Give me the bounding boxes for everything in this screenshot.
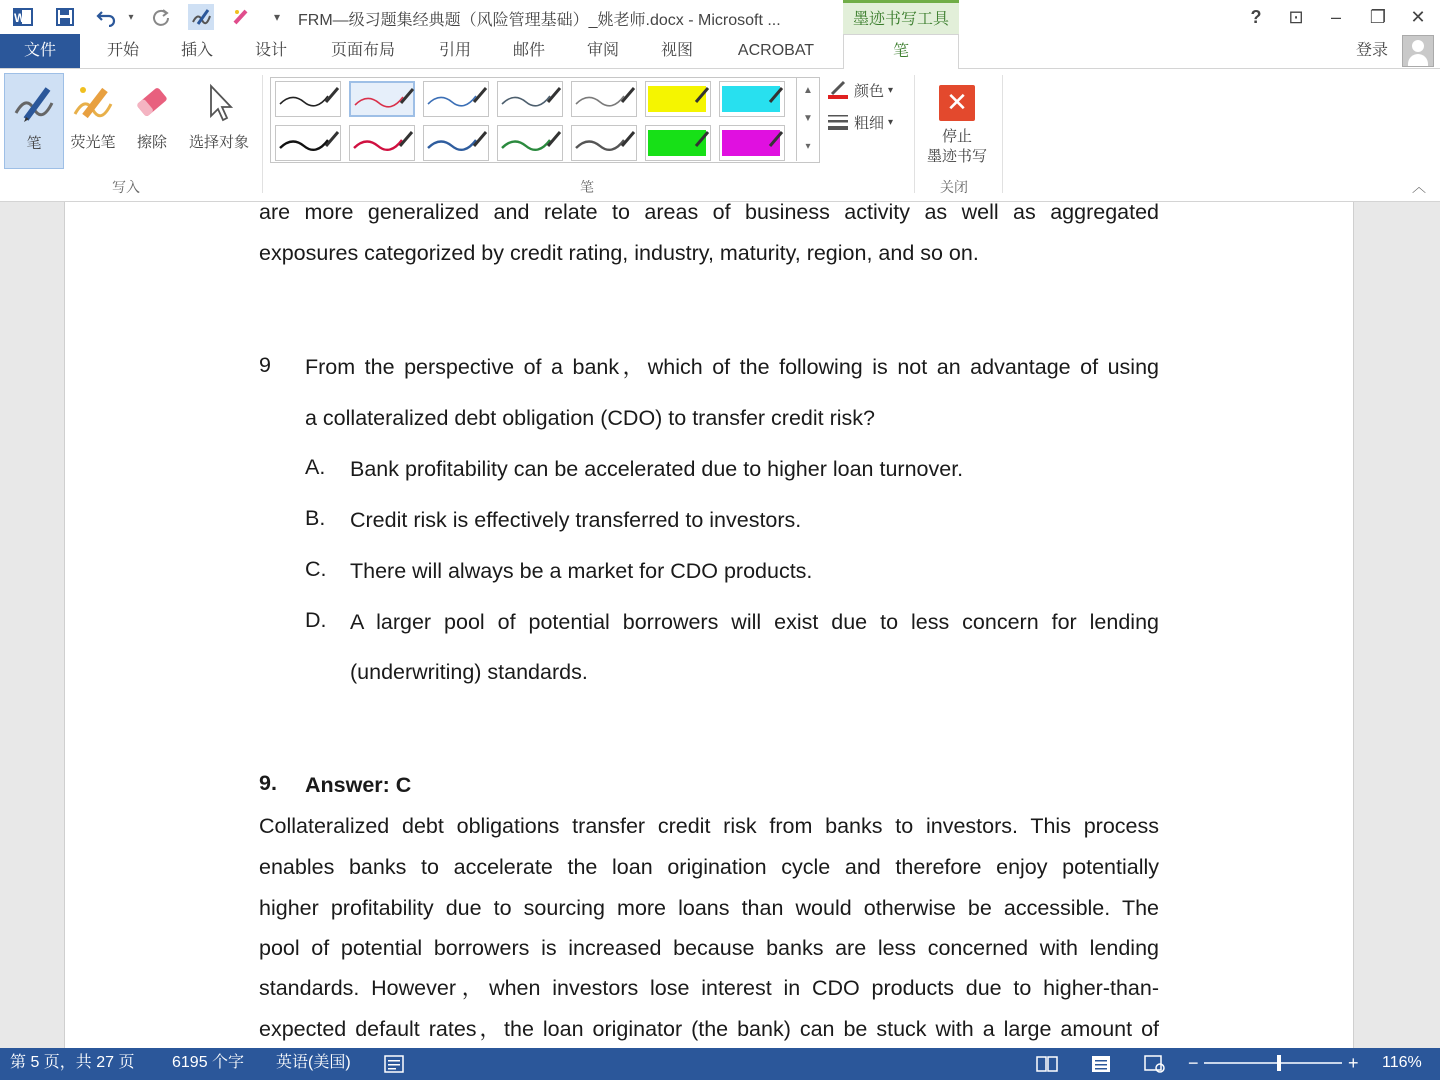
tab-view[interactable]: 视图 [660, 42, 693, 59]
tab-pen[interactable]: 笔 [843, 34, 959, 69]
tab-review[interactable]: 审阅 [586, 42, 619, 59]
pen-thickness-label: 粗细 [854, 114, 885, 132]
ribbon-tabs [0, 34, 1440, 69]
close-group-label: 关闭 [940, 179, 968, 195]
ink-pen-quick-icon[interactable] [188, 4, 214, 30]
minimize-button[interactable]: – [1330, 7, 1341, 27]
redo-icon[interactable] [148, 4, 174, 30]
pen-stroke-swatch-icon [350, 126, 414, 160]
eraser-icon [126, 73, 178, 131]
answer-line: pool of potential borrowers is increased because banks are less concerned with lending [259, 936, 1159, 960]
answer-line: standards. However，when investors lose interest in CDO products due to higher-than- [259, 976, 1159, 1000]
stop-inking-label: 停止 墨迹书写 [926, 128, 987, 165]
pen-stroke-swatch-icon [424, 126, 488, 160]
document-page[interactable] [64, 202, 1354, 1048]
option-letter: B. [305, 506, 326, 530]
stop-inking-icon: ✕ [939, 85, 975, 121]
select-objects-label: 选择对象 [188, 134, 249, 151]
title-bar [0, 0, 1440, 34]
pen-stroke-swatch-icon [276, 82, 340, 116]
pen-style-swatch[interactable] [349, 125, 415, 161]
pen-stroke-swatch-icon [572, 126, 636, 160]
pen-thickness-button[interactable] [826, 109, 893, 135]
highlighter-icon [64, 73, 122, 131]
status-bar [0, 1048, 1440, 1080]
pen-style-swatch[interactable] [275, 125, 341, 161]
highlighter-button[interactable] [64, 73, 122, 169]
answer-line: enables banks to accelerate the loan origination cycle and therefore enjoy potentially [259, 855, 1159, 879]
select-objects-button[interactable] [182, 73, 256, 169]
tab-design[interactable]: 设计 [254, 42, 287, 59]
option-letter: A. [305, 455, 326, 479]
pen-style-swatch[interactable] [719, 81, 785, 117]
document-title: FRM—级习题集经典题（风险管理基础）_姚老师.docx - Microsoft ... [298, 12, 781, 29]
pens-group-label: 笔 [580, 179, 594, 195]
undo-dropdown-icon[interactable]: ▾ [128, 11, 134, 23]
pen-style-gallery[interactable] [270, 77, 820, 163]
option-text: There will always be a market for CDO products. [350, 559, 813, 583]
answer-line: higher profitability due to sourcing more loans than would otherwise be accessible. The [259, 896, 1159, 920]
pen-style-swatch[interactable] [719, 125, 785, 161]
paragraph-line: are more generalized and relate to areas of business activity as well as aggregated [259, 202, 1159, 224]
gallery-scrollbar[interactable] [796, 77, 819, 161]
document-canvas[interactable] [0, 202, 1440, 1048]
zoom-out-button[interactable]: − [1188, 1053, 1199, 1073]
highlighter-swatch-icon [720, 126, 784, 160]
tab-page-layout[interactable]: 页面布局 [330, 42, 395, 59]
tab-mailings[interactable]: 邮件 [512, 42, 545, 59]
paragraph-line: exposures categorized by credit rating, industry, maturity, region, and so on. [259, 241, 979, 265]
pen-style-swatch[interactable] [423, 81, 489, 117]
question-text: a collateralized debt obligation (CDO) to transfer credit risk? [305, 406, 876, 430]
group-divider [1002, 75, 1003, 193]
highlighter-quick-icon[interactable] [228, 4, 254, 30]
option-text: Bank profitability can be accelerated due to higher loan turnover. [350, 457, 964, 481]
pen-stroke-swatch-icon [424, 82, 488, 116]
pen-style-swatch[interactable] [571, 125, 637, 161]
question-number: 9 [259, 353, 271, 377]
highlighter-swatch-icon [720, 82, 784, 116]
gallery-down-icon[interactable]: ▼ [803, 113, 813, 124]
zoom-in-button[interactable]: + [1348, 1053, 1359, 1073]
word-count[interactable]: 6195 个字 [172, 1054, 245, 1071]
zoom-level[interactable]: 116% [1382, 1054, 1422, 1071]
pen-stroke-swatch-icon [276, 126, 340, 160]
pen-color-button[interactable] [826, 77, 893, 103]
pen-stroke-swatch-icon [498, 82, 562, 116]
write-group-label: 写入 [112, 179, 140, 195]
ink-tools-context-label: 墨迹书写工具 [843, 0, 959, 34]
avatar[interactable] [1402, 35, 1434, 67]
pen-stroke-swatch-icon [351, 83, 415, 117]
pen-style-swatch[interactable] [645, 125, 711, 161]
group-divider [914, 75, 915, 193]
pen-style-swatch[interactable] [423, 125, 489, 161]
highlighter-swatch-icon [646, 126, 710, 160]
cursor-arrow-icon [182, 73, 256, 131]
answer-heading: Answer: C [305, 773, 412, 797]
ribbon-pen [0, 69, 1440, 202]
customize-qat-icon[interactable]: ▾ [273, 10, 281, 24]
highlighter-label: 荧光笔 [70, 134, 116, 151]
pen-style-swatch[interactable] [571, 81, 637, 117]
pen-color-label: 颜色 [854, 82, 885, 100]
help-button[interactable]: ? [1250, 7, 1262, 27]
tab-home[interactable]: 开始 [106, 42, 139, 59]
pen-style-swatch[interactable] [497, 81, 563, 117]
highlighter-swatch-icon [646, 82, 710, 116]
close-button[interactable]: ✕ [1410, 7, 1426, 27]
gallery-up-icon[interactable]: ▲ [803, 85, 813, 96]
tab-file[interactable]: 文件 [0, 34, 80, 68]
pen-style-swatch[interactable] [349, 81, 415, 117]
dropdown-arrow-icon: ▾ [888, 84, 894, 96]
tab-insert[interactable]: 插入 [180, 42, 213, 59]
pen-style-swatch[interactable] [645, 81, 711, 117]
answer-number: 9. [259, 771, 277, 795]
option-text: (underwriting) standards. [350, 660, 588, 684]
zoom-slider-thumb[interactable] [1277, 1055, 1281, 1071]
option-letter: C. [305, 557, 327, 581]
option-text: A larger pool of potential borrowers will exist due to less concern for lending [350, 610, 1159, 634]
eraser-button[interactable] [126, 73, 178, 169]
svg-text:W: W [14, 11, 26, 25]
page-count[interactable]: 第 5 页，共 27 页 [10, 1054, 135, 1071]
dropdown-arrow-icon: ▾ [888, 116, 894, 128]
pen-label: 笔 [26, 135, 42, 152]
tab-references[interactable]: 引用 [438, 42, 471, 59]
option-letter: D. [305, 608, 327, 632]
gallery-more-icon[interactable]: ▾ [805, 141, 811, 152]
pen-style-swatch[interactable] [275, 81, 341, 117]
pen-stroke-swatch-icon [572, 82, 636, 116]
undo-icon[interactable] [94, 4, 120, 30]
restore-button[interactable]: ❐ [1369, 7, 1387, 27]
question-text: From the perspective of a bank，which of the following is not an advantage of using [305, 355, 1159, 379]
answer-line: Collateralized debt obligations transfer credit risk from banks to investors. This process [259, 814, 1159, 838]
tab-acrobat[interactable]: ACROBAT [737, 42, 815, 59]
zoom-slider[interactable] [1204, 1062, 1342, 1064]
pen-stroke-swatch-icon [498, 126, 562, 160]
pen-color-icon [826, 80, 850, 100]
pen-icon [5, 74, 63, 132]
option-text: Credit risk is effectively transferred to investors. [350, 508, 802, 532]
line-weight-icon [826, 112, 850, 132]
answer-line: expected default rates，the loan originator (the bank) can be stuck with a large amount of [259, 1017, 1159, 1041]
save-icon[interactable] [52, 4, 78, 30]
sign-in-link[interactable]: 登录 [1355, 42, 1388, 59]
collapse-ribbon-icon[interactable]: ︿ [1412, 179, 1426, 195]
group-divider [262, 75, 263, 193]
pen-style-swatch[interactable] [497, 125, 563, 161]
pen-button[interactable] [4, 73, 64, 169]
word-app-icon[interactable] [10, 4, 36, 30]
eraser-label: 擦除 [136, 134, 167, 151]
language-indicator[interactable]: 英语(美国) [276, 1054, 351, 1071]
stop-inking-button[interactable] [920, 73, 994, 169]
ribbon-display-options-button[interactable]: ⊡ [1288, 7, 1304, 27]
